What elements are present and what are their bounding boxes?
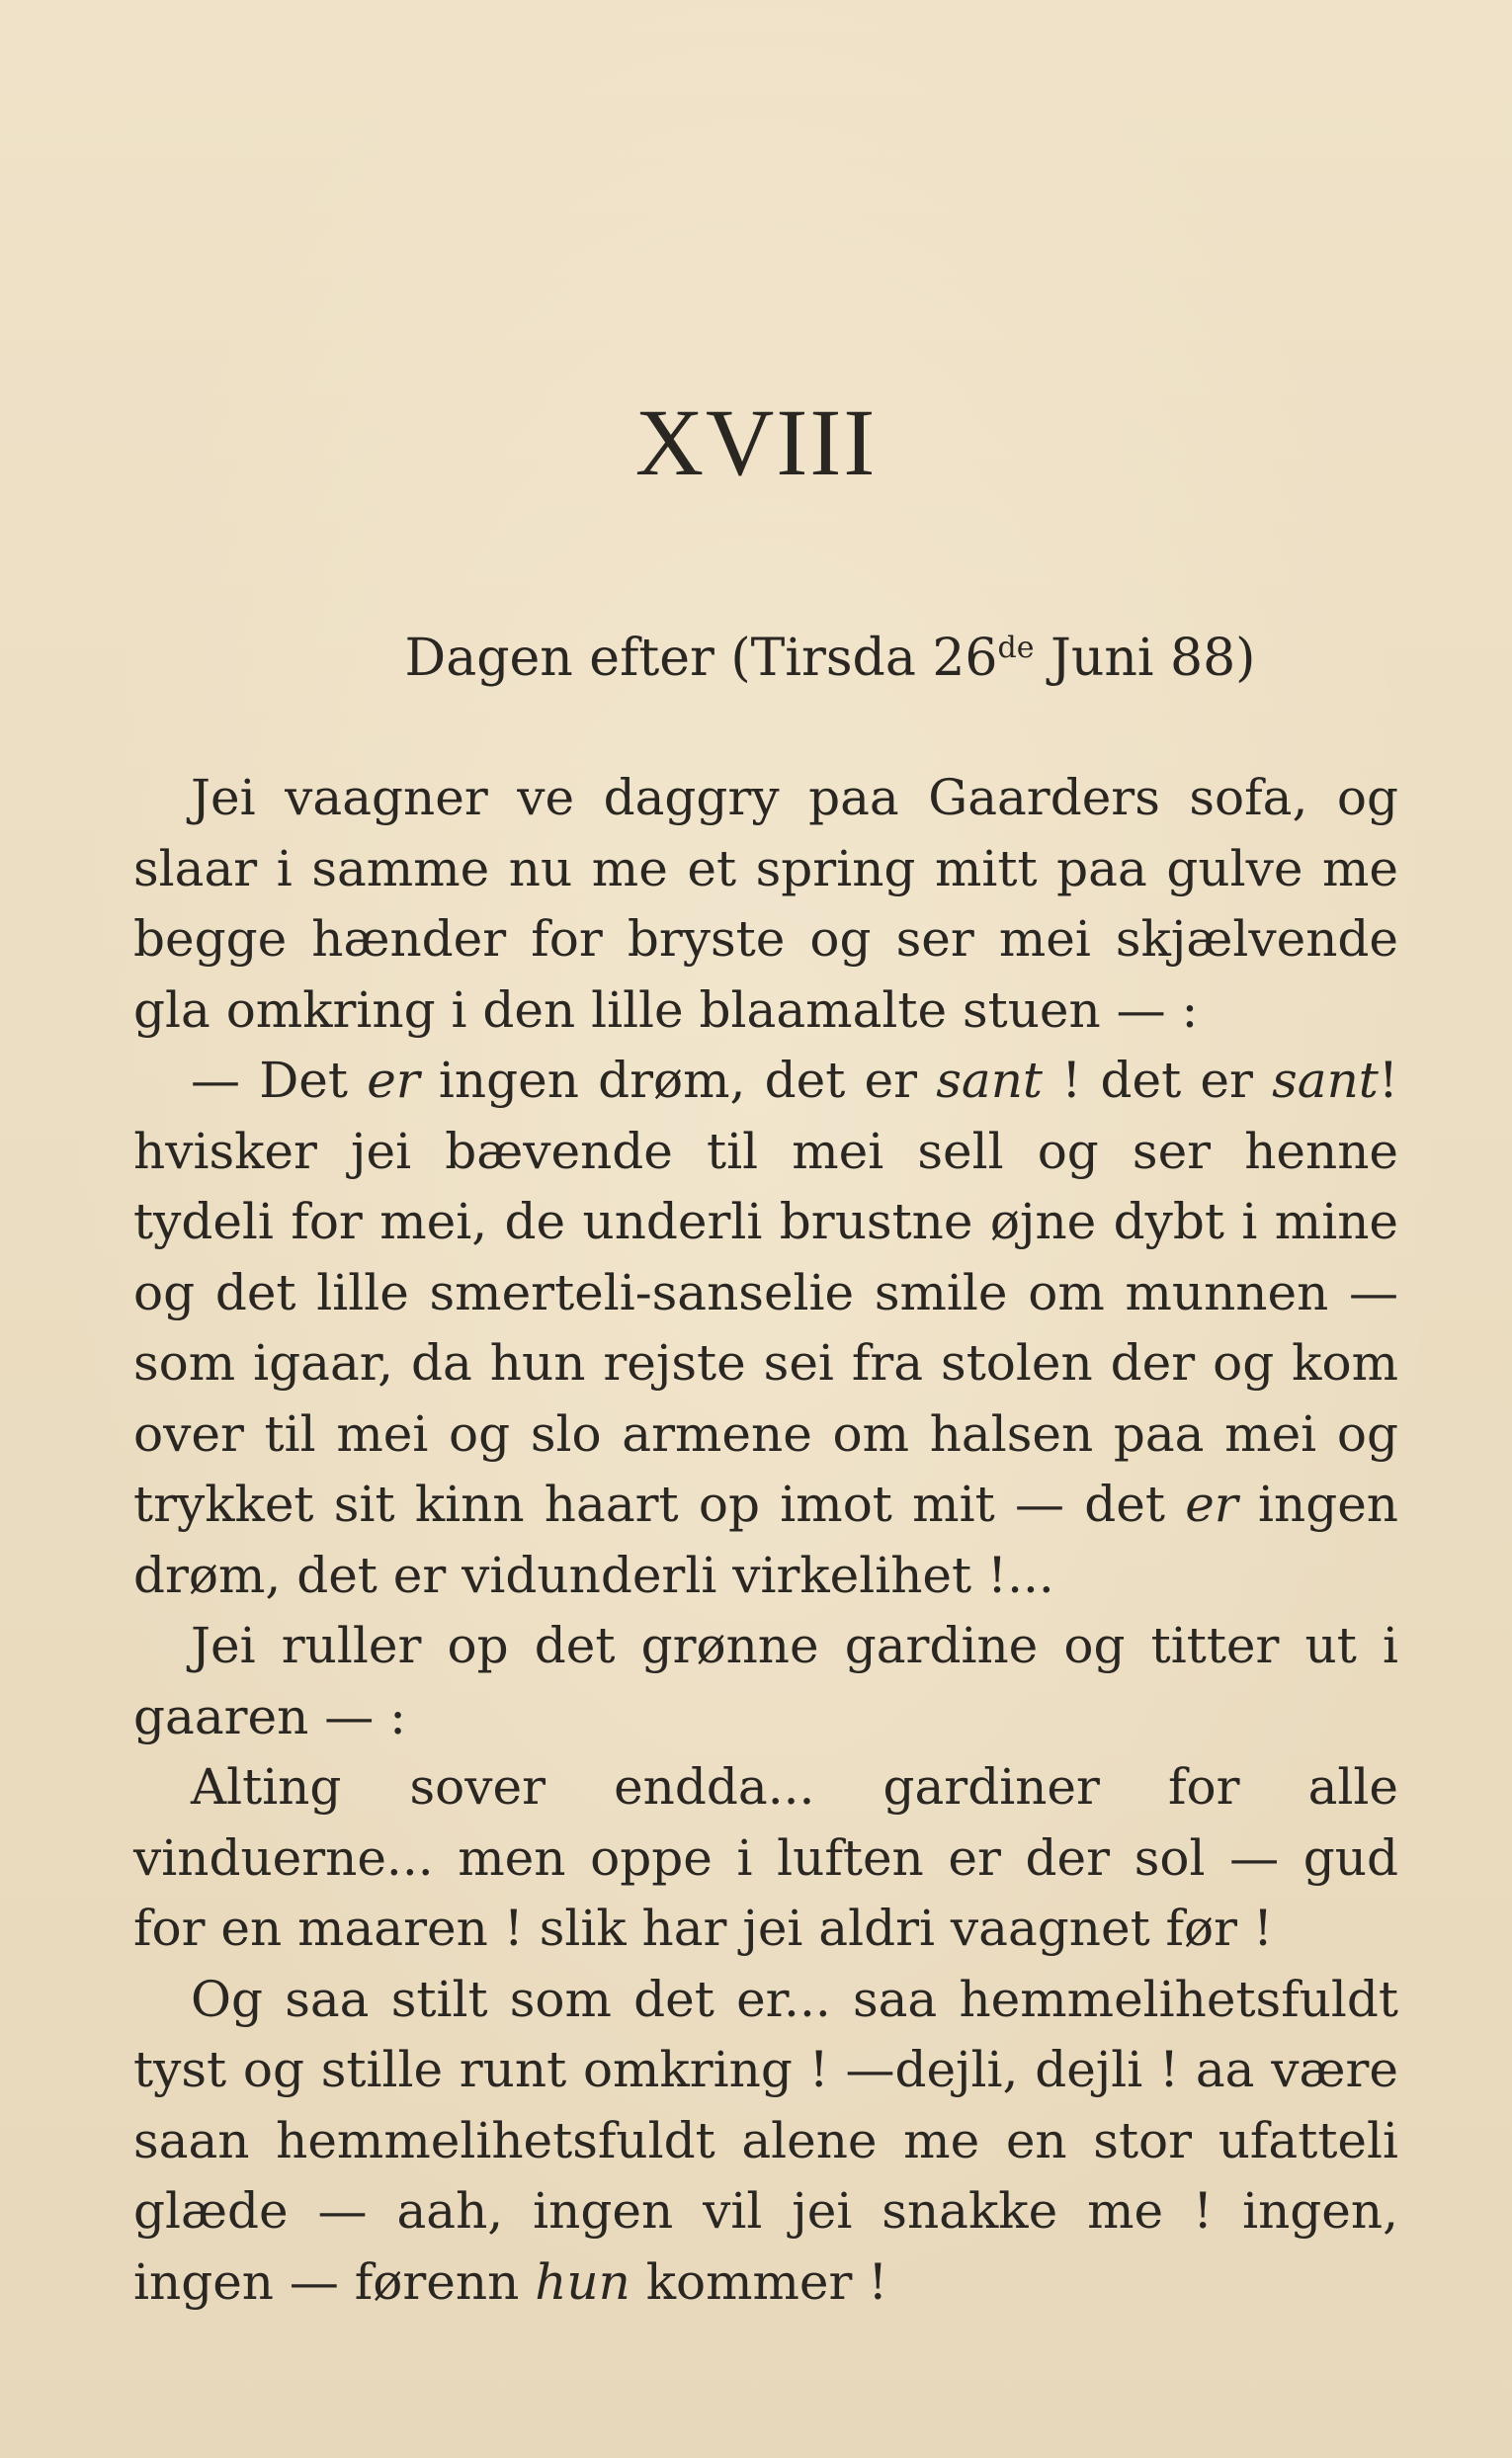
paragraph-2	[133, 1046, 1398, 1611]
text-run: ingen drøm, det er	[419, 1052, 937, 1109]
emphasis-run: hun	[535, 2252, 630, 2311]
text-run: Alting sover endda... gardiner for alle vinduerne... men oppe i luften er der sol — gud for en maaren ! slik har jei aldri vaagnet før !	[133, 1758, 1398, 1957]
paragraph-1	[133, 763, 1398, 1046]
text-run: ! det er	[1043, 1052, 1273, 1109]
chapter-heading: XVIII	[634, 389, 878, 495]
text-run: Og saa stilt som det er... saa hemmelihetsfuldt tyst og stille runt omkring ! —dejli, dejli ! aa være saan hemmelihetsfuldt alene me en stor ufatteli glæde — aah, ingen vil jei snakke me ! ingen, ingen — førenn	[133, 1970, 1398, 2311]
emphasis-run: er	[367, 1052, 420, 1109]
text-run: Jei ruller op det grønne gardine og titter ut i gaaren — :	[133, 1617, 1398, 1745]
text-run: ! hvisker jei bævende til mei sell og ser henne tydeli for mei, de underli brustne øjne dybt i mine og det lille smerteli-sanselie smile om munnen — som igaar, da hun rejste sei fra stolen der og kom over til mei og slo armene om halsen paa mei og trykket sit kinn haart op imot mit — det	[133, 1052, 1398, 1533]
emphasis-run: er	[1185, 1476, 1238, 1533]
paragraph-5	[133, 1965, 1398, 2319]
text-run: — Det	[191, 1052, 368, 1109]
paragraph-3	[133, 1611, 1398, 1752]
dateline	[0, 629, 1512, 688]
text-run: Jei vaagner ve daggry paa Gaarders sofa, og slaar i samme nu me et spring mitt paa gulve me begge hænder for bryste og ser mei skjælvende gla omkring i den lille blaamalte stuen — :	[133, 769, 1398, 1039]
dateline-ordinal-suffix: de	[997, 631, 1035, 665]
dateline-text-end: Juni 88)	[1034, 629, 1256, 688]
emphasis-run: sant	[1272, 1052, 1379, 1109]
text-run: kommer !	[630, 2252, 888, 2311]
emphasis-run: sant	[936, 1052, 1044, 1109]
body-text	[133, 763, 1398, 2318]
paragraph-4	[133, 1752, 1398, 1965]
text-run: ingen drøm, det er vidunderli virkelihet !...	[133, 1476, 1398, 1604]
dateline-text: Dagen efter (Tirsda 26	[404, 629, 998, 688]
